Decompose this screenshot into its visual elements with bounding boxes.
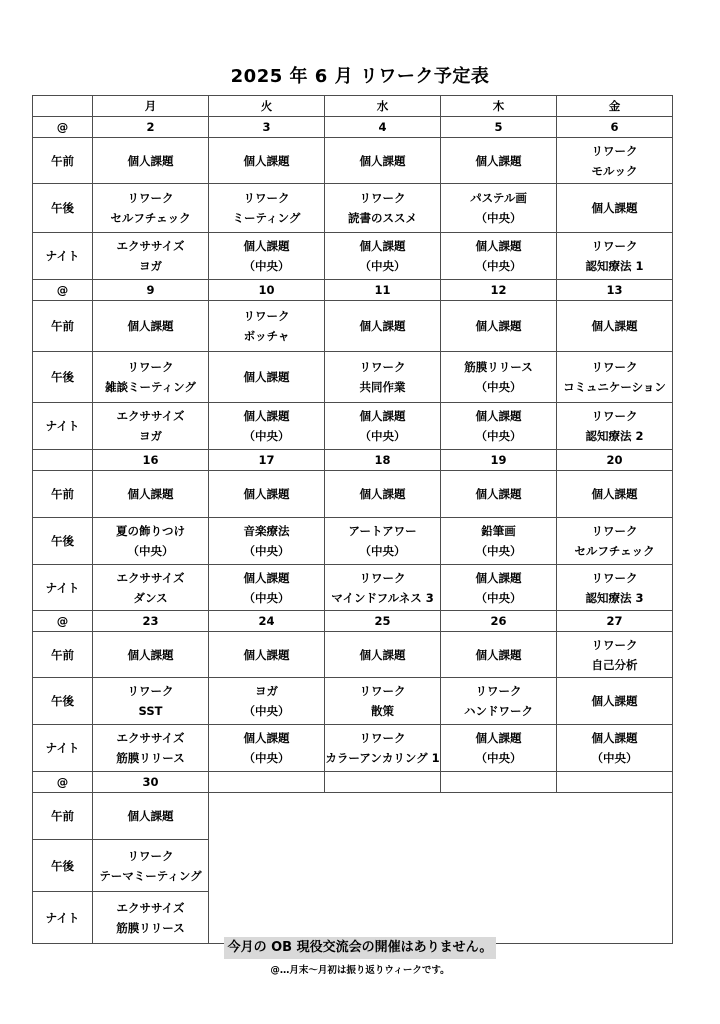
schedule-cell xyxy=(325,352,441,403)
cell-line: （中央） xyxy=(243,259,290,273)
schedule-cell xyxy=(209,301,325,352)
empty-cell xyxy=(325,772,441,793)
row-label-at xyxy=(33,450,93,471)
row-label-pm: 午後 xyxy=(33,678,93,725)
schedule-cell xyxy=(93,632,209,678)
date-cell: 25 xyxy=(325,611,441,632)
row-label-night: ナイト xyxy=(33,403,93,450)
slot-row-night xyxy=(33,233,673,280)
row-label-pm: 午後 xyxy=(33,184,93,233)
schedule-cell xyxy=(441,518,557,565)
schedule-cell xyxy=(93,403,209,450)
cell-line: リワーク xyxy=(359,684,406,698)
slot-row-pm xyxy=(33,678,673,725)
cell-line: （中央） xyxy=(243,590,290,605)
date-cell: 16 xyxy=(93,450,209,471)
cell-line: モルック xyxy=(591,163,638,178)
date-cell: 19 xyxy=(441,450,557,471)
cell-line: リワーク xyxy=(243,309,290,323)
empty-cell xyxy=(557,772,673,793)
date-cell: 2 xyxy=(93,117,209,138)
row-label-pm: 午後 xyxy=(33,518,93,565)
cell-line: 認知療法 3 xyxy=(585,590,644,605)
cell-line: 個人課題 xyxy=(243,239,290,253)
cell-line: コミュニケーション xyxy=(563,380,666,394)
cell-line: 個人課題 xyxy=(475,409,522,423)
cell-line: 個人課題 xyxy=(243,370,290,384)
notice xyxy=(0,936,720,959)
schedule-cell xyxy=(325,184,441,233)
schedule-cell xyxy=(209,138,325,184)
row-label-night: ナイト xyxy=(33,725,93,772)
cell-line: 筋膜リリース xyxy=(116,751,185,765)
notice-text: 今月の OB 現役交流会の開催はありません。 xyxy=(224,937,497,959)
schedule-cell xyxy=(441,678,557,725)
date-cell: 24 xyxy=(209,611,325,632)
empty-area xyxy=(209,793,673,944)
schedule-cell xyxy=(93,352,209,403)
date-cell: 27 xyxy=(557,611,673,632)
cell-line: 個人課題 xyxy=(243,731,290,745)
cell-line: リワーク xyxy=(127,360,174,374)
date-cell: 5 xyxy=(441,117,557,138)
schedule-cell xyxy=(557,565,673,611)
schedule-cell xyxy=(441,352,557,403)
cell-line: 個人課題 xyxy=(591,487,638,501)
row-label-night: ナイト xyxy=(33,565,93,611)
schedule-cell xyxy=(93,678,209,725)
schedule-cell xyxy=(325,471,441,518)
schedule-cell xyxy=(557,403,673,450)
schedule-cell xyxy=(93,518,209,565)
date-cell: 18 xyxy=(325,450,441,471)
date-row xyxy=(33,117,673,138)
date-cell: 30 xyxy=(93,772,209,793)
cell-line: カラーアンカリング 1 xyxy=(325,751,440,765)
schedule-cell xyxy=(557,138,673,184)
weekday-header: 木 xyxy=(441,96,557,117)
schedule-cell xyxy=(93,565,209,611)
cell-line: アートアワー xyxy=(348,524,417,538)
schedule-cell xyxy=(209,632,325,678)
footnote: @…月末～月初は振り返りウィークです。 xyxy=(270,965,450,976)
cell-line: 個人課題 xyxy=(359,153,406,168)
cell-line: 共同作業 xyxy=(359,380,406,394)
schedule-cell xyxy=(325,632,441,678)
schedule-cell xyxy=(209,233,325,280)
date-cell: 4 xyxy=(325,117,441,138)
schedule-cell xyxy=(441,471,557,518)
cell-line: セルフチェック xyxy=(110,211,191,225)
cell-line: 個人課題 xyxy=(475,239,522,253)
cell-line: リワーク xyxy=(359,191,406,205)
cell-line: （中央） xyxy=(243,429,290,443)
row-label-pm: 午後 xyxy=(33,352,93,403)
cell-line: ハンドワーク xyxy=(464,704,533,718)
date-row xyxy=(33,280,673,301)
cell-line: （中央） xyxy=(475,751,522,765)
cell-line: ミーティング xyxy=(232,211,301,225)
empty-cell xyxy=(441,772,557,793)
cell-line: リワーク xyxy=(127,684,174,698)
cell-line: 認知療法 1 xyxy=(585,259,644,273)
schedule-cell xyxy=(93,301,209,352)
weekday-header-row xyxy=(33,96,673,117)
schedule-cell xyxy=(325,138,441,184)
date-cell: 3 xyxy=(209,117,325,138)
cell-line: 個人課題 xyxy=(243,570,290,585)
schedule-cell xyxy=(441,403,557,450)
schedule-table xyxy=(32,95,673,944)
cell-line: 音楽療法 xyxy=(243,524,290,538)
cell-line: リワーク xyxy=(475,684,522,698)
schedule-cell xyxy=(557,184,673,233)
cell-line: （中央） xyxy=(359,544,406,558)
date-cell: 11 xyxy=(325,280,441,301)
cell-line: 個人課題 xyxy=(591,319,638,333)
cell-line: 個人課題 xyxy=(591,201,638,215)
schedule-cell xyxy=(557,471,673,518)
schedule-cell xyxy=(209,518,325,565)
slot-row-am xyxy=(33,471,673,518)
cell-line: 個人課題 xyxy=(127,319,174,333)
slot-row-am xyxy=(33,632,673,678)
schedule-cell xyxy=(93,138,209,184)
cell-line: （中央） xyxy=(243,544,290,558)
cell-line: リワーク xyxy=(591,524,638,538)
row-label-am: 午前 xyxy=(33,471,93,518)
schedule-cell xyxy=(93,233,209,280)
row-label-at: @ xyxy=(33,117,93,138)
cell-line: 自己分析 xyxy=(591,657,638,672)
cell-line: 鉛筆画 xyxy=(481,524,516,538)
cell-line: SST xyxy=(138,704,163,718)
date-cell: 26 xyxy=(441,611,557,632)
slot-row-night xyxy=(33,403,673,450)
cell-line: 個人課題 xyxy=(359,239,406,253)
schedule-cell xyxy=(557,678,673,725)
cell-line: セルフチェック xyxy=(574,544,655,558)
slot-row-night xyxy=(33,725,673,772)
cell-line: 筋膜リリース xyxy=(116,920,185,935)
schedule-cell xyxy=(325,518,441,565)
cell-line: 個人課題 xyxy=(359,487,406,501)
date-cell: 12 xyxy=(441,280,557,301)
date-row xyxy=(33,611,673,632)
cell-line: （中央） xyxy=(475,590,522,605)
date-row xyxy=(33,450,673,471)
slot-row-pm xyxy=(33,184,673,233)
slot-row-night xyxy=(33,565,673,611)
schedule-cell xyxy=(325,678,441,725)
row-label-at: @ xyxy=(33,772,93,793)
cell-line: エクササイズ xyxy=(116,570,185,585)
cell-line: 個人課題 xyxy=(475,487,522,501)
schedule-cell xyxy=(557,518,673,565)
cell-line: リワーク xyxy=(359,731,406,745)
weekday-header: 水 xyxy=(325,96,441,117)
cell-line: テーマミーティング xyxy=(99,868,202,883)
date-cell: 13 xyxy=(557,280,673,301)
schedule-cell xyxy=(557,352,673,403)
weekday-header: 火 xyxy=(209,96,325,117)
cell-line: エクササイズ xyxy=(116,239,185,253)
cell-line: （中央） xyxy=(475,211,522,225)
cell-line: （中央） xyxy=(127,544,174,558)
cell-line: （中央） xyxy=(475,380,522,394)
page-title: 2025 年 6 月 リワーク予定表 xyxy=(230,66,490,87)
date-cell: 20 xyxy=(557,450,673,471)
date-cell: 23 xyxy=(93,611,209,632)
row-label-am: 午前 xyxy=(33,793,93,840)
cell-line: 雑談ミーティング xyxy=(105,380,196,394)
cell-line: 個人課題 xyxy=(127,487,174,501)
cell-line: （中央） xyxy=(243,751,290,765)
cell-line: ダンス xyxy=(133,590,168,605)
row-label-night: ナイト xyxy=(33,892,93,944)
cell-line: 個人課題 xyxy=(243,409,290,423)
cell-line: 個人課題 xyxy=(359,647,406,662)
date-cell: 9 xyxy=(93,280,209,301)
cell-line: リワーク xyxy=(359,570,406,585)
cell-line: （中央） xyxy=(475,429,522,443)
schedule-cell xyxy=(441,725,557,772)
slot-row-am xyxy=(33,301,673,352)
schedule-cell xyxy=(209,678,325,725)
cell-line: リワーク xyxy=(359,360,406,374)
schedule-cell xyxy=(93,184,209,233)
schedule-cell xyxy=(441,565,557,611)
cell-line: リワーク xyxy=(591,637,638,652)
schedule-cell xyxy=(325,725,441,772)
schedule-cell xyxy=(441,233,557,280)
date-cell: 10 xyxy=(209,280,325,301)
cell-line: リワーク xyxy=(127,191,174,205)
weekday-header: 月 xyxy=(93,96,209,117)
cell-line: 夏の飾りつけ xyxy=(116,524,185,538)
empty-cell xyxy=(209,772,325,793)
cell-line: 個人課題 xyxy=(243,153,290,168)
cell-line: 個人課題 xyxy=(243,647,290,662)
cell-line: エクササイズ xyxy=(116,731,185,745)
cell-line: 個人課題 xyxy=(475,570,522,585)
schedule-cell xyxy=(209,725,325,772)
cell-line: マインドフルネス 3 xyxy=(331,590,434,605)
cell-line: 個人課題 xyxy=(127,647,174,662)
schedule-cell xyxy=(93,840,209,892)
schedule-cell xyxy=(325,301,441,352)
slot-row-am xyxy=(33,138,673,184)
cell-line: リワーク xyxy=(591,360,638,374)
row-label-pm: 午後 xyxy=(33,840,93,892)
cell-line: 個人課題 xyxy=(359,409,406,423)
cell-line: 個人課題 xyxy=(127,153,174,168)
cell-line: 個人課題 xyxy=(591,694,638,708)
cell-line: （中央） xyxy=(243,704,290,718)
cell-line: リワーク xyxy=(127,848,174,863)
cell-line: ヨガ xyxy=(139,429,162,443)
date-row xyxy=(33,772,673,793)
row-label-at: @ xyxy=(33,611,93,632)
schedule-cell xyxy=(325,565,441,611)
row-label-at: @ xyxy=(33,280,93,301)
schedule-cell xyxy=(209,184,325,233)
cell-line: 個人課題 xyxy=(243,487,290,501)
cell-line: （中央） xyxy=(359,259,406,273)
cell-line: リワーク xyxy=(591,239,638,253)
schedule-cell xyxy=(209,352,325,403)
schedule-cell xyxy=(557,632,673,678)
schedule-cell xyxy=(441,138,557,184)
cell-line: 個人課題 xyxy=(591,731,638,745)
slot-row-am xyxy=(33,793,673,840)
schedule-cell xyxy=(557,233,673,280)
cell-line: 認知療法 2 xyxy=(585,429,644,443)
schedule-cell xyxy=(557,301,673,352)
schedule-cell xyxy=(325,233,441,280)
cell-line: ボッチャ xyxy=(243,329,290,343)
date-cell: 17 xyxy=(209,450,325,471)
cell-line: パステル画 xyxy=(470,191,527,205)
row-label-am: 午前 xyxy=(33,632,93,678)
schedule-cell xyxy=(209,565,325,611)
cell-line: ヨガ xyxy=(255,684,278,698)
cell-line: （中央） xyxy=(359,429,406,443)
cell-line: ヨガ xyxy=(139,259,162,273)
schedule-cell xyxy=(93,471,209,518)
cell-line: 個人課題 xyxy=(475,153,522,168)
date-cell: 6 xyxy=(557,117,673,138)
cell-line: 個人課題 xyxy=(359,319,406,333)
cell-line: 個人課題 xyxy=(475,319,522,333)
schedule-cell xyxy=(441,184,557,233)
cell-line: エクササイズ xyxy=(116,409,185,423)
slot-row-pm xyxy=(33,352,673,403)
schedule-cell xyxy=(209,471,325,518)
schedule-cell xyxy=(441,632,557,678)
schedule-cell xyxy=(209,403,325,450)
cell-line: 読書のススメ xyxy=(348,211,417,225)
cell-line: 個人課題 xyxy=(475,731,522,745)
schedule-cell xyxy=(93,793,209,840)
row-label-night: ナイト xyxy=(33,233,93,280)
schedule-cell xyxy=(93,725,209,772)
cell-line: リワーク xyxy=(591,409,638,423)
cell-line: 個人課題 xyxy=(127,809,174,823)
schedule-cell xyxy=(441,301,557,352)
schedule-cell xyxy=(557,725,673,772)
cell-line: 散策 xyxy=(371,704,394,718)
cell-line: 筋膜リリース xyxy=(464,360,533,374)
cell-line: リワーク xyxy=(591,143,638,158)
weekday-header: 金 xyxy=(557,96,673,117)
cell-line: リワーク xyxy=(243,191,290,205)
row-label-am: 午前 xyxy=(33,138,93,184)
cell-line: （中央） xyxy=(591,751,638,765)
cell-line: （中央） xyxy=(475,544,522,558)
corner-cell xyxy=(33,96,93,117)
cell-line: リワーク xyxy=(591,570,638,585)
cell-line: エクササイズ xyxy=(116,900,185,915)
row-label-am: 午前 xyxy=(33,301,93,352)
schedule-cell xyxy=(325,403,441,450)
cell-line: （中央） xyxy=(475,259,522,273)
cell-line: 個人課題 xyxy=(475,647,522,662)
slot-row-pm xyxy=(33,518,673,565)
